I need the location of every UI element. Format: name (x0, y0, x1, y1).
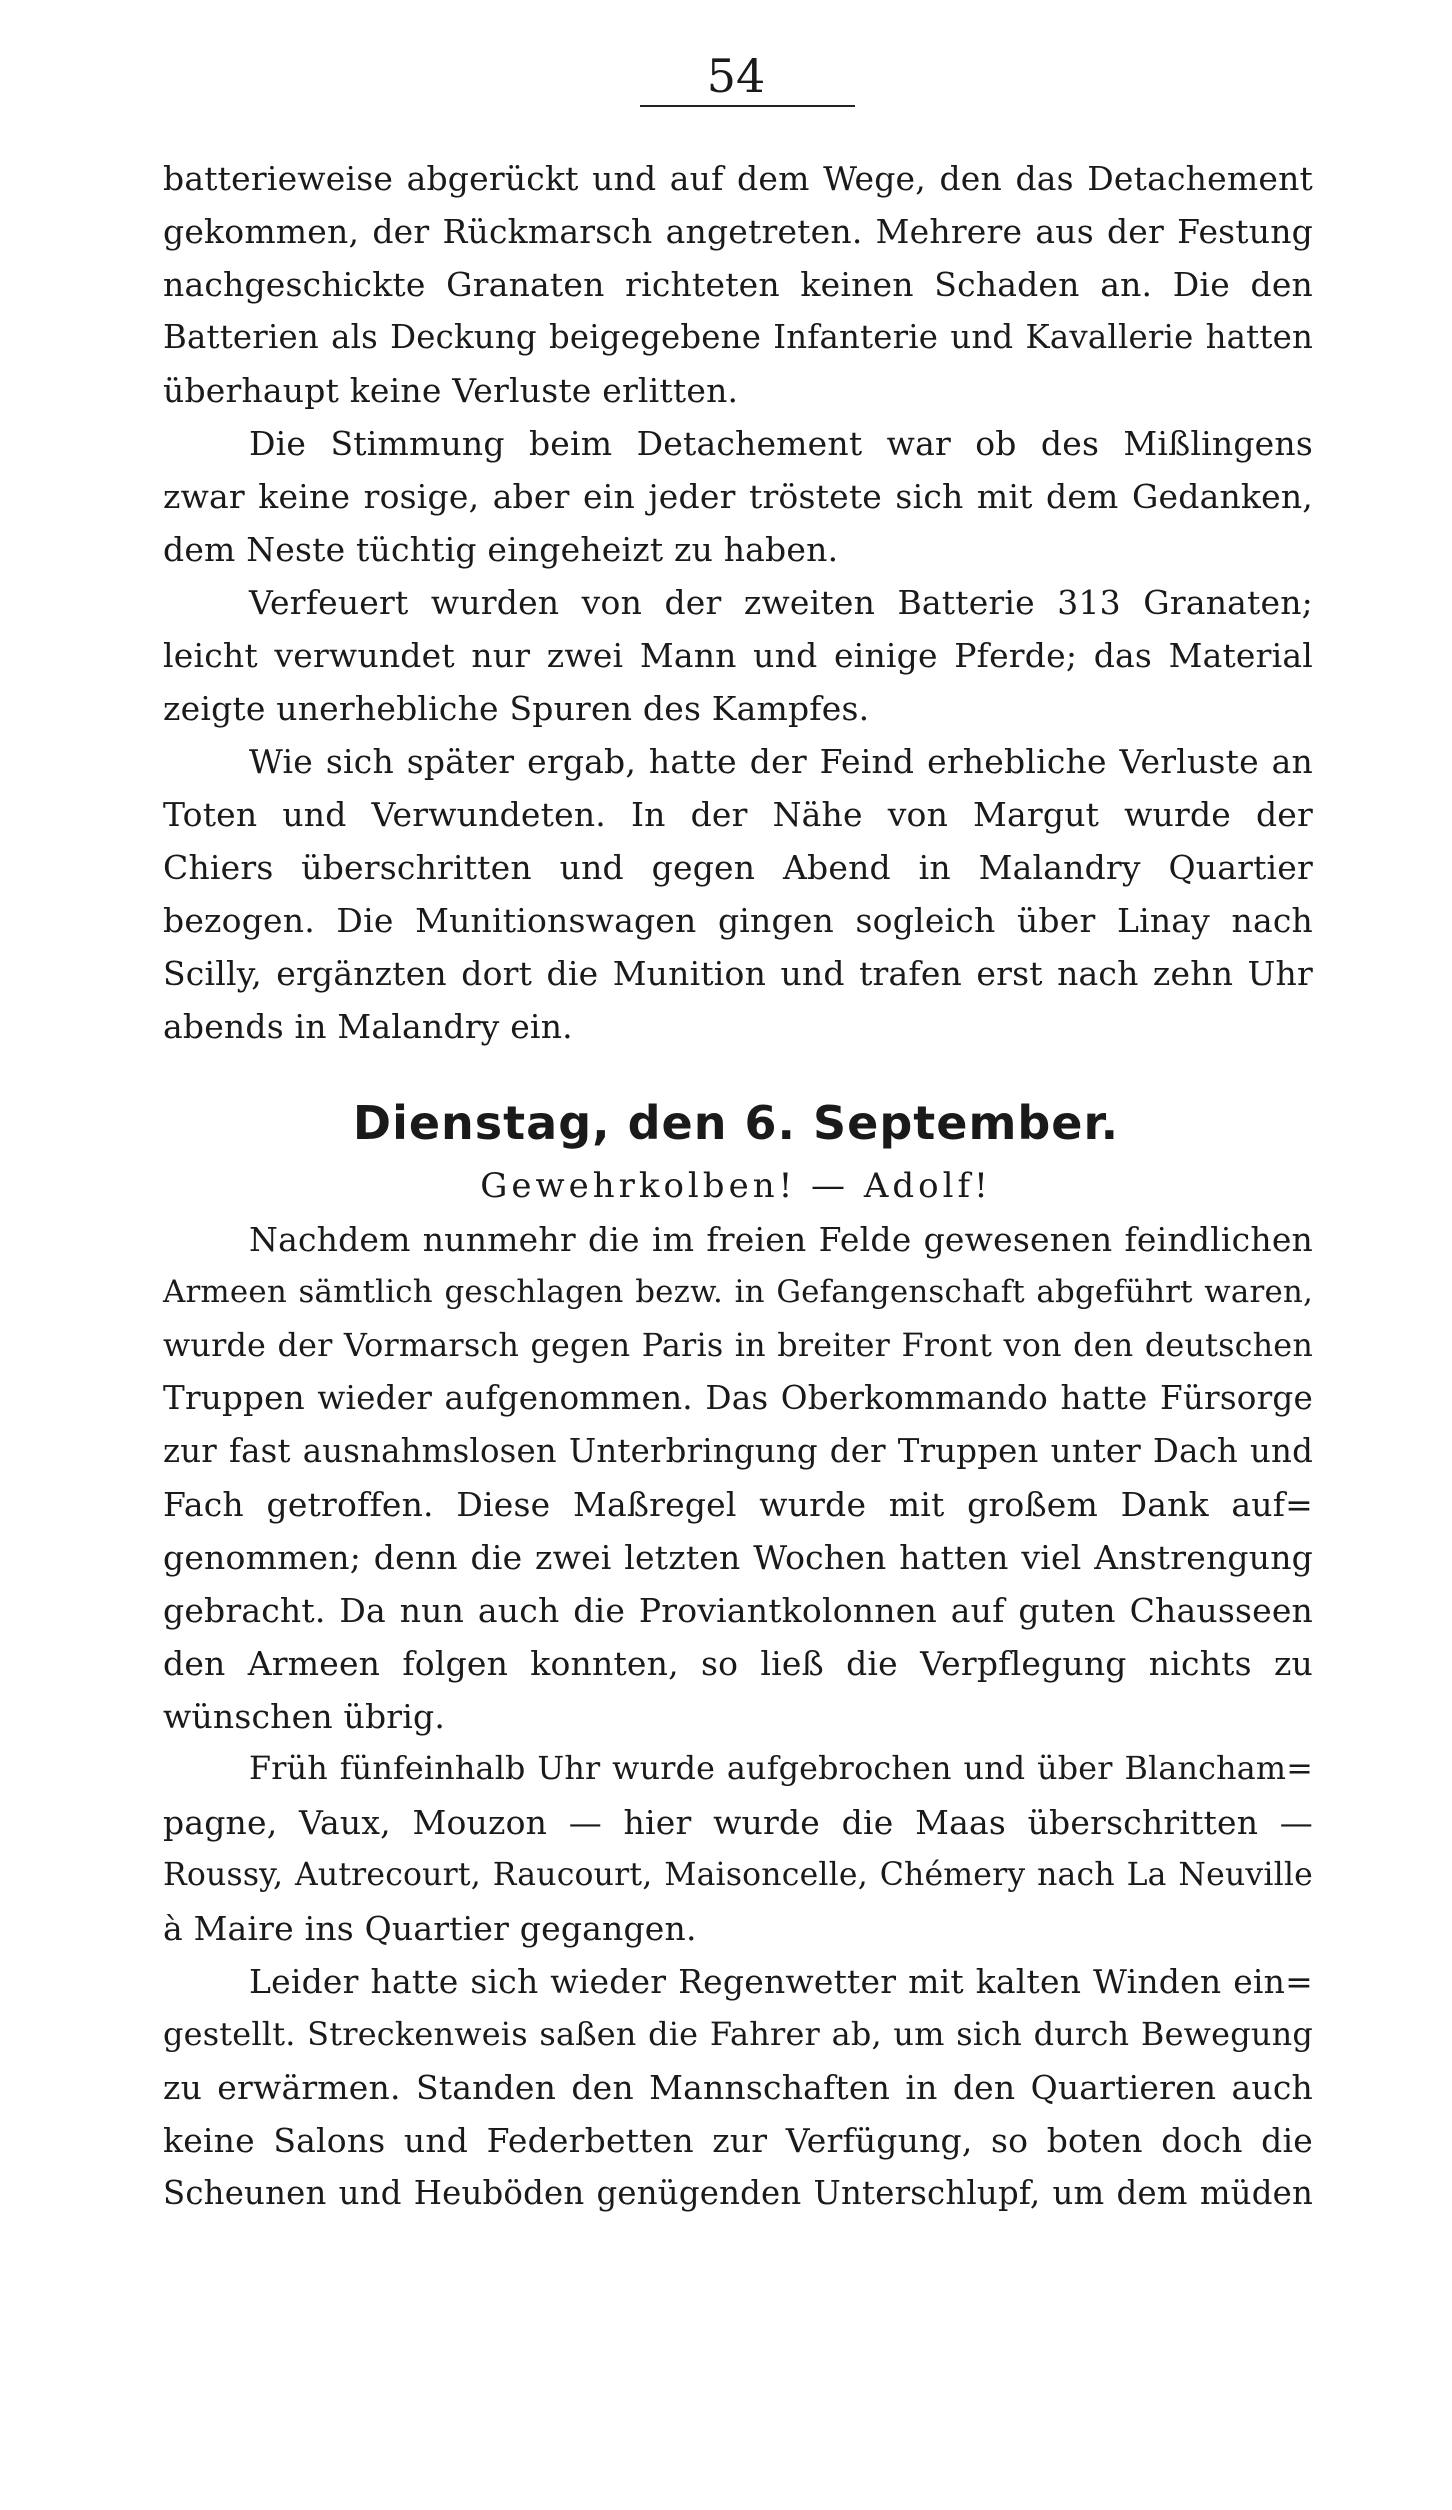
text-line: gekommen, der Rückmarsch angetreten. Mehrere aus der Festung (163, 212, 1313, 251)
page-number: 54 (706, 49, 766, 103)
page-number-rule (640, 105, 855, 107)
text-line: zeigte unerhebliche Spuren des Kampfes. (163, 689, 870, 728)
text-line: Scheunen und Heuböden genügenden Unterschlupf, um dem müden (163, 2174, 1313, 2212)
text-line: Batterien als Deckung beigegebene Infanterie und Kavallerie hatten (163, 318, 1313, 356)
text-line: Roussy, Autrecourt, Raucourt, Maisoncelle, Chémery nach La Neuville (163, 1857, 1313, 1893)
text-line: batterieweise abgerückt und auf dem Wege, den das Detachement (163, 159, 1313, 198)
text-line: gestellt. Streckenweis saßen die Fahrer ab, um sich durch Bewegung (163, 2015, 1313, 2053)
text-line: bezogen. Die Munitionswagen gingen sogleich über Linay nach (163, 901, 1313, 940)
text-line: Früh fünfeinhalb Uhr wurde aufgebrochen und über Blancham= (249, 1751, 1313, 1787)
text-line: Scilly, ergänzten dort die Munition und trafen erst nach zehn Uhr (163, 954, 1313, 993)
text-line: abends in Malandry ein. (163, 1007, 573, 1046)
text-line: Nachdem nunmehr die im freien Felde gewesenen feindlichen (249, 1220, 1313, 1259)
text-line: leicht verwundet nur zwei Mann und einige Pferde; das Material (163, 636, 1313, 675)
section-heading: Dienstag, den 6. September. (352, 1096, 1120, 1150)
section-subheading: Gewehrkolben! — Adolf! (480, 1166, 992, 1206)
text-line: dem Neste tüchtig eingeheizt zu haben. (163, 530, 839, 569)
text-line: Toten und Verwundeten. In der Nähe von Margut wurde der (163, 795, 1313, 834)
text-line: gebracht. Da nun auch die Proviantkolonnen auf guten Chausseen (163, 1591, 1313, 1630)
text-line: à Maire ins Quartier gegangen. (163, 1909, 697, 1948)
text-block-bottom (163, 1213, 1313, 2220)
text-line: Wie sich später ergab, hatte der Feind erhebliche Verluste an (249, 742, 1313, 781)
text-line: genommen; denn die zwei letzten Wochen hatten viel Anstrengung (163, 1538, 1313, 1577)
text-line: Fach getroffen. Diese Maßregel wurde mit großem Dank auf= (163, 1485, 1313, 1524)
text-line: Chiers überschritten und gegen Abend in Malandry Quartier (163, 848, 1313, 887)
text-line: den Armeen folgen konnten, so ließ die Verpflegung nichts zu (163, 1644, 1313, 1683)
text-line: Leider hatte sich wieder Regenwetter mit kalten Winden ein= (249, 1962, 1313, 2001)
text-line: wünschen übrig. (163, 1697, 446, 1736)
text-line: Truppen wieder aufgenommen. Das Oberkommando hatte Fürsorge (163, 1379, 1313, 1417)
text-line: keine Salons und Federbetten zur Verfügung, so boten doch die (163, 2121, 1313, 2160)
text-line: pagne, Vaux, Mouzon — hier wurde die Maas überschritten — (163, 1803, 1313, 1842)
text-line: Verfeuert wurden von der zweiten Batterie 313 Granaten; (249, 583, 1313, 622)
text-line: Die Stimmung beim Detachement war ob des Mißlingens (249, 424, 1313, 463)
text-line: Armeen sämtlich geschlagen bezw. in Gefangenschaft abgeführt waren, (163, 1274, 1313, 1310)
text-line: wurde der Vormarsch gegen Paris in breiter Front von den deutschen (163, 1327, 1313, 1364)
text-line: nachgeschickte Granaten richteten keinen Schaden an. Die den (163, 265, 1313, 304)
text-line: zur fast ausnahmslosen Unterbringung der Truppen unter Dach und (163, 1432, 1313, 1470)
text-line: überhaupt keine Verluste erlitten. (163, 371, 739, 410)
text-line: zwar keine rosige, aber ein jeder tröstete sich mit dem Gedanken, (163, 477, 1313, 516)
text-line: zu erwärmen. Standen den Mannschaften in den Quartieren auch (163, 2068, 1313, 2107)
text-block-top (163, 152, 1313, 1053)
